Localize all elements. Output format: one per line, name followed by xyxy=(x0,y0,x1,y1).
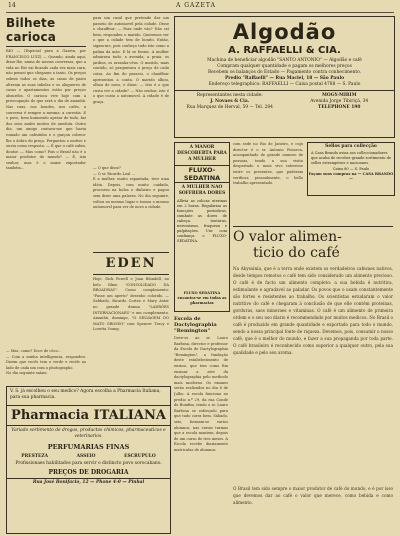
algodao-line-4: Predio "Raffaelli" — Rua Maciel, 18 — São Paulo xyxy=(224,76,345,81)
algodao-representatives xyxy=(175,90,394,111)
sellos-title: Sellos para collecção xyxy=(325,144,377,149)
story-quote-1: — O que disse? xyxy=(93,166,121,170)
virtue-asseio: ASSEIO xyxy=(76,454,96,459)
sellos-footer: Façam suas compras na — CASA BRANDO — xyxy=(308,172,394,181)
fluxo-sedatina-ad xyxy=(174,142,230,312)
escola-section xyxy=(174,316,228,532)
rep-street: Avenida Jorge Tibiriçá, 34 xyxy=(310,99,369,104)
algodao-title: Algodão xyxy=(232,20,337,44)
bilhete-body: RIO — (Especial para a Gazeta, por FRANCISCO LUIZ) — Quando, ainda aqui, disse-lhe, numa de nossas conversas, que a vida no Rio vai ficando cada vez mais cara, não pensei que chegasse a tanto. Os preços sobem todos os dias, as casas de pasto alteram as suas tabelas e os alugueres de casas e apartamentos estão por preços absurdos. O carioca vive hoje com a preocupação do que será o dia de amanhã. Nas ruas, nos bondes, nos cafés, a conversa é sempre a mesma: a carestia. E o povo, bem humorado apesar de tudo, faz dos seus males motivo de anedota. Outro dia, um amigo contava-me que havia tomado um cafezinho e o garçon cobrou-lhe o dobro do preço. Perguntou o motivo e ouviu como resposta: — É que o café subiu, doutor. — Mas como? Pois o Brasil não é o maior produtor do mundo? — É, sim senhor, mas é o maior exportador também... xyxy=(6,49,86,171)
bilhete-footer: No dia seguinte saíam xyxy=(6,371,47,376)
valor-footer: O Brasil tem sido sempre o maior produtor de café do mundo, e é por isso que devemos dar ao café o valor que merece, como bebida e como alimento. xyxy=(233,486,393,505)
story-quote-2: — O sr. Ricardo Leal ... xyxy=(93,171,135,176)
escola-body: Deve-se ao sr. Lauro Barbosa, director e professor da Escola de Dactylographia "Remington", a fundação deste estabelecimento de ensino, que tem como fim ensinar a arte da dactylographia pelo methodo mais moderno. Os exames serão realizados no dia 6 de Julho. A escola funciona no predio n.º 29, da rua Conde de Bomfim, tendo o sr. Lauro Barbosa se esforçado para que tudo corra bem. Sábado, seis, formam-se varios alumnos, nas varias turmas que a escola mantem, depois de um curso de tres meses. A Escola recebe diariamente matriculas de alumnos. xyxy=(174,336,228,452)
virtue-escrupulo: ESCRUPULO xyxy=(124,454,156,459)
pharmacia-title: Pharmacia ITALIANA xyxy=(7,405,170,426)
fluxo-product-name: FLUXO-SEDATINA xyxy=(175,165,229,183)
valor-body: Na Abyssinia, que é a terra onde existem os verdadeiros cafezaes nativos, desde tempos remotos o café tem sido considerado um alimento precioso. O café é de facto um alimento completo: a sua bebida é nutritiva, estimulante e agradavel ao paladar. Os povos que o usam constantemente são fortes e resistentes ao trabalho. Os scientistas estudaram o valor nutritivo do café e chegaram à conclusão de que elle contém proteinas, gorduras, saes mineraes e vitaminas. O café é um alimento de primeira ordem e o seu uso diario é recommendado por muitos medicos. No Brasil o café é produzido em grande quantidade e exportado para todo o mundo, sendo a nossa principal fonte de riqueza. Devemos, pois, consumir o nosso café, que é o melhor do mundo, e fazer a sua propaganda por toda parte. O café brasileiro é reconhecido como superior a qualquer outro, pela sua qualidade e pelo seu aroma. xyxy=(233,266,393,355)
algodao-line-5: Endereço telegraphico: RAFFAELLI — Caixa postal 4788 — S. Paulo xyxy=(208,82,361,87)
bilhete-tail: — Com a minha intelligencia, respondeu. Dizem que vocês tem o verde e recife ao lado de cada um com o photographo. xyxy=(6,354,86,370)
pharmacia-ad xyxy=(6,386,171,534)
eden-body: Hoje, Dick Powell e Joan Blondell, no belo filme "CONSOLIDADO DA BROADWAY". Como complemento: "Passe um aperto" desenho colorido. — Sabbado, Ricardo Cortez e Mary Astor no grande drama "LADRÕES INTERNACIONAES" e um complemento. Amanhã, domingo, "O SELVAGEM DO MATO GROSSO" com Spencer Tracy e Loretta Young. xyxy=(93,277,169,332)
fluxo-headline: A MANOR DESCOBERTA PARA A MULHER xyxy=(177,145,227,162)
pharmacia-address: Rua José Bonifacio, 12 — Phone 4-0 — Pinhal xyxy=(7,478,170,486)
fluxo-footer: FLUXO SEDATINA encontra-se em todas as pharmacias xyxy=(177,291,227,305)
page-header xyxy=(0,0,400,12)
sellos-body: A Casa Brando avisa aos colleccionadores que acaba de receber grande sortimento de sellos estrangeiros e nacionaes. xyxy=(311,151,391,165)
rep-address: Rua Marquez de Herval, 59 — Tel. 284 xyxy=(186,105,273,110)
newspaper-name: A GAZETA xyxy=(176,2,216,9)
story-body: para um casal que pretende dar um passeio de automovel pela cidade. Disse o chauffeur: — Para onde vão? Não sei bem, respondeu o marido. Queremos ver o que a cidade tem de bonito. Então, sigam-me, pois conheço tudo isto como a palma da mão. E lá se foram. A mulher admirava tudo: a avenida, a praia, os jardins, os arranha-céus. O marido, mais contido, só perguntava o preço de cada coisa. Ao fim do passeio, o chauffeur apresentou a conta. O marido olhou, olhou de novo, e disse: — Isto é o que custa ver a cidade? — Não senhor, isto é o que custa o automovel. A cidade é de graça. xyxy=(93,16,169,104)
pharmacia-intro: V. S. já escolheu o seu medico? Agora escolha a Pharmacia Italiana, para sua pharmacia. xyxy=(10,389,161,400)
sellos-address: Caixa 80 — S. Paulo xyxy=(332,167,370,171)
algodao-ad xyxy=(174,16,395,138)
rep-telephone: TELEPHONE 190 xyxy=(318,105,361,110)
valor-section xyxy=(233,226,393,532)
rep-title: Representantes nesta cidade: xyxy=(196,93,263,98)
col4-body: com sede no Rio de Janeiro, e cujo director é o sr. Antonio Fonseca, acompanhado de grande numero de pessoas, tendo a sua visita despertado o mais vivo interesse entre os presentes, que puderam verificar, pessoalmente, o bello trabalho apresentado. xyxy=(233,142,303,186)
pharmacia-line-4: PREÇOS DE DROGARIA xyxy=(48,469,129,476)
pharmacia-line-2: PERFUMARIAS FINAS xyxy=(47,443,130,451)
eden-title: EDEN xyxy=(105,256,157,271)
algodao-line-1: Machina de beneficiar algodão "SANTO ANTONIO" — Algodão e café xyxy=(207,58,362,63)
pharmacia-virtues xyxy=(7,454,170,460)
valor-title-2: ticio do café xyxy=(253,245,340,261)
fluxo-body: Allivia as colicas uterinas em 2 horas. Regulariza as funcções periodicas, combate as dores de cabeça, tonturas, nervosismo, fraqueza e palpitações. Use com confiança o FLUXO-SEDATINA. xyxy=(177,199,227,243)
virtue-presteza: PRESTEZA xyxy=(21,454,48,459)
pharmacia-line-3: Profissionaes habilitados para servir o distincto povo sorocabano. xyxy=(15,461,162,466)
rep-city: MOGY-MIRIM xyxy=(322,93,357,98)
valor-title-1: O valor alimen- xyxy=(233,229,342,245)
story-body-2: E a mulher, muito espantada, teve uma idéia. Depois, com muito cuidado, procurou na bolsa o dinheiro e pagou sem dizer uma palavra. No dia seguinte, voltou ao mesmo lugar e tomou o mesmo automovel para ver de novo a cidade. xyxy=(93,177,169,210)
page-number: 14 xyxy=(8,2,16,9)
bilhete-title: Bilhete carioca xyxy=(6,16,57,44)
eden-section xyxy=(93,252,169,382)
bilhete-more: — Mas, como? Doce de côco... xyxy=(6,349,62,353)
header-rule xyxy=(6,12,394,13)
story-column xyxy=(93,16,169,246)
bilhete-column xyxy=(6,16,86,382)
escola-title: Escola de Dactylographia "Remington" xyxy=(174,316,217,334)
col4-text xyxy=(233,142,303,222)
pharmacia-line-1: Variado sortimento de drogas, productos chimicos, pharmaceuticos e veterinarios. xyxy=(11,428,166,439)
algodao-line-3: Recebem os balanços do Estado — Pagamento contra conhecimento. xyxy=(207,70,362,75)
rep-name: J. Novaes & Cia. xyxy=(210,99,250,104)
algodao-company: A. RAFFAELLI & CIA. xyxy=(228,45,341,56)
sellos-ad xyxy=(307,142,395,196)
fluxo-tagline: A MULHER NAO SOFFRERA DORES xyxy=(178,185,226,196)
algodao-line-2: Compram qualquer quantidade e pagam os melhores preços xyxy=(217,64,352,69)
